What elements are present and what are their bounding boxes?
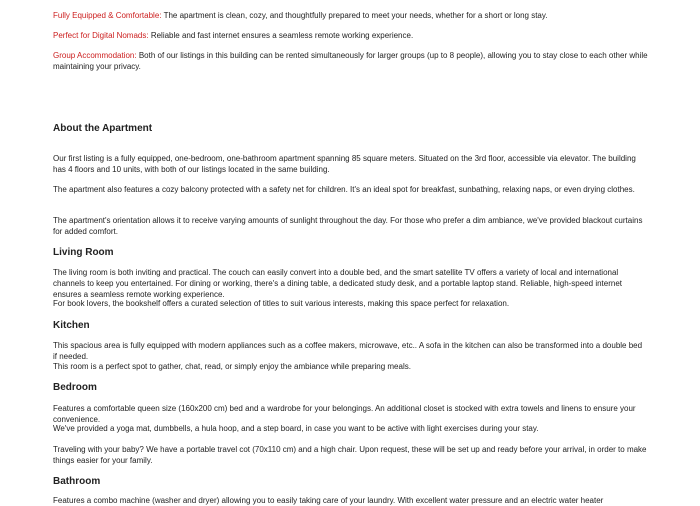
living-room-paragraph: The living room is both inviting and practical. The couch can easily convert into a double bed, and the smart satellite TV offers a variety of local and international channels to keep you entertained. For dining or working, there's a dining table, a dedicated study desk, and a portable laptop stand. Reliable, high-speed internet ensures a seamless remote working experience.	[53, 268, 623, 299]
highlight-text: The apartment is clean, cozy, and thoughtfully prepared to meet your needs, whether for a short or long stay.	[161, 11, 548, 20]
about-paragraph: The apartment also features a cozy balcony protected with a safety net for children. It's an ideal spot for breakfast, sunbathing, relaxing naps, or even drying clothes.	[53, 185, 635, 194]
about-paragraph: Our first listing is a fully equipped, one-bedroom, one-bathroom apartment spanning 85 square meters. Situated on the 3rd floor, accessible via elevator. The building has 4 floors and 10 units, with both of our listings located in the same building.	[53, 154, 636, 174]
living-room-heading: Living Room	[53, 247, 114, 258]
living-room-paragraph: For book lovers, the bookshelf offers a curated selection of titles to suit various interests, making this space perfect for relaxation.	[53, 299, 510, 308]
kitchen-heading: Kitchen	[53, 320, 90, 331]
bedroom-paragraph: We've provided a yoga mat, dumbbells, a hula hoop, and a step board, in case you want to be active with light exercises during your stay.	[53, 424, 539, 433]
highlight-equipped	[53, 10, 648, 21]
bedroom-heading: Bedroom	[53, 382, 97, 393]
kitchen-paragraph: This room is a perfect spot to gather, chat, read, or simply enjoy the ambiance while preparing meals.	[53, 362, 411, 371]
about-heading: About the Apartment	[53, 123, 153, 134]
highlight-label: Fully Equipped & Comfortable:	[53, 11, 162, 20]
bedroom-paragraph: Traveling with your baby? We have a portable travel cot (70x110 cm) and a high chair. Upon request, these will be set up and ready before your arrival, in order to make things easier for your family.	[53, 445, 647, 465]
bathroom-paragraph: Features a combo machine (washer and dryer) allowing you to easily taking care of your laundry. With excellent water pressure and an electric water heater	[53, 496, 604, 505]
highlight-label: Perfect for Digital Nomads:	[53, 31, 149, 40]
about-paragraph: The apartment's orientation allows it to receive varying amounts of sunlight throughout the day. For those who prefer a dim ambiance, we've provided blackout curtains for added comfort.	[53, 216, 643, 236]
highlight-nomads	[53, 30, 648, 41]
highlight-text: Reliable and fast internet ensures a seamless remote working experience.	[148, 31, 414, 40]
highlight-label: Group Accommodation:	[53, 51, 137, 60]
bedroom-paragraph: Features a comfortable queen size (160x200 cm) bed and a wardrobe for your belongings. An additional closet is stocked with extra towels and linens to ensure your convenience.	[53, 404, 636, 424]
bathroom-heading: Bathroom	[53, 476, 101, 487]
highlight-group	[53, 50, 648, 72]
highlight-text: Both of our listings in this building can be rented simultaneously for larger groups (up to 8 people), allowing you to stay close to each other while maintaining your privacy.	[53, 51, 648, 71]
kitchen-paragraph: This spacious area is fully equipped with modern appliances such as a coffee makers, microwave, etc.. A sofa in the kitchen can also be transformed into a double bed if needed.	[53, 341, 643, 361]
